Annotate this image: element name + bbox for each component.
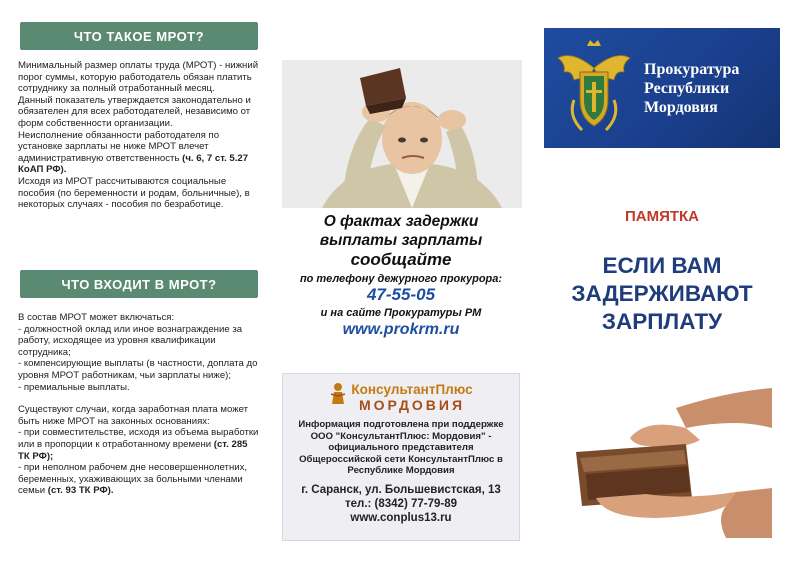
paragraph: Данный показатель утверждается законодательно и обязателен для всех работодателей, независимо от форм собственности организации. [18,94,251,129]
left-panel [0,0,268,566]
section-header-what-is-included: ЧТО ВХОДИТ В МРОТ? [20,270,258,298]
promo-line: выплаты зарплаты [319,232,483,249]
promo-line: О фактах задержки [323,213,479,230]
mrot-definition-text [18,60,260,211]
consultant-plus-logo [283,382,519,413]
man-empty-wallet-photo [282,60,522,208]
mrot-included-text [18,312,260,497]
promo-line: сообщайте [350,250,452,269]
consultant-logo-subtitle: МОРДОВИЯ [358,397,466,413]
consultant-plus-box [282,373,520,541]
list-item [18,427,260,462]
consultant-address [283,483,519,525]
memo-label: ПАМЯТКА [624,208,700,225]
leaflet-main-title [544,252,780,336]
promo-line: по телефону дежурного прокурора: [299,273,503,285]
contact-promo [276,212,526,339]
list-item: - компенсирующие выплаты (в частности, доплата до уровня МРОТ работникам, чьи зарплаты ниже); [18,358,258,381]
phone-line: тел.: (8342) 77-79-89 [344,497,458,510]
paragraph: Существуют случаи, когда заработная плата может быть ниже МРОТ на законных основаниях: [18,404,249,427]
website-link[interactable]: www.conplus13.ru [350,511,452,524]
title-line: Республики [644,79,730,97]
list-item-text: - при неполном рабочем дне несовершеннолетних, беременных, ухаживающих за больными членами семьи [18,462,248,497]
prosecutor-office-banner [544,28,780,148]
consultant-info-text: Информация подготовлена при поддержке ООО "КонсультантПлюс: Мордовия" - официального представителя Общероссийской сети КонсультантПлюс в Республике Мордовия [298,419,504,476]
list-item-text: - при совместительстве, исходя из объема выработки или в пропорции к отработанному времени [18,427,259,450]
prosecutor-emblem-icon [554,38,634,138]
title-line: Мордовия [644,98,718,116]
prosecutor-office-title [644,60,739,117]
law-reference: (ст. 93 ТК РФ). [47,485,114,497]
paragraph: Минимальный размер оплаты труда (МРОТ) - нижний порог суммы, которую работодатель обязан платить сотруднику за полный отработанный месяц. [18,60,259,95]
title-line: ЕСЛИ ВАМ [602,253,722,278]
hands-empty-wallet-photo [566,388,772,538]
consultant-figure-icon [329,382,347,404]
list-item [18,462,260,497]
prosecutor-phone: 47-55-05 [366,285,436,304]
title-line: ЗАДЕРЖИВАЮТ [571,281,753,306]
title-line: ЗАРПЛАТУ [601,309,723,334]
paragraph [18,130,260,176]
title-line: Прокуратура [644,60,740,78]
section-header-what-is-mrot: ЧТО ТАКОЕ МРОТ? [20,22,258,50]
consultant-logo-text: КонсультантПлюс [351,382,473,397]
promo-line: и на сайте Прокуратуры РМ [320,307,482,319]
paragraph-text: Неисполнение обязанности работодателя по установке зарплаты не ниже МРОТ влечет административную ответственность [18,129,220,164]
paragraph: Исходя из МРОТ рассчитываются социальные пособия (по беременности и родам, больничные), в некоторых случаях - пособия по безработице. [18,175,250,211]
list-item: - должностной оклад или иное вознаграждение за работу, исходящее из уровня квалификации сотрудника; [18,323,243,358]
law-reference: (ст. 285 ТК РФ); [18,438,248,462]
list-intro: В состав МРОТ может включаться: [18,312,175,323]
law-reference: (ч. 6, 7 ст. 5.27 КоАП РФ). [18,152,249,176]
address-line: г. Саранск, ул. Большевистская, 13 [301,483,501,496]
list-item: - премиальные выплаты. [18,381,130,393]
prosecutor-website-link[interactable]: www.prokrm.ru [342,321,460,338]
